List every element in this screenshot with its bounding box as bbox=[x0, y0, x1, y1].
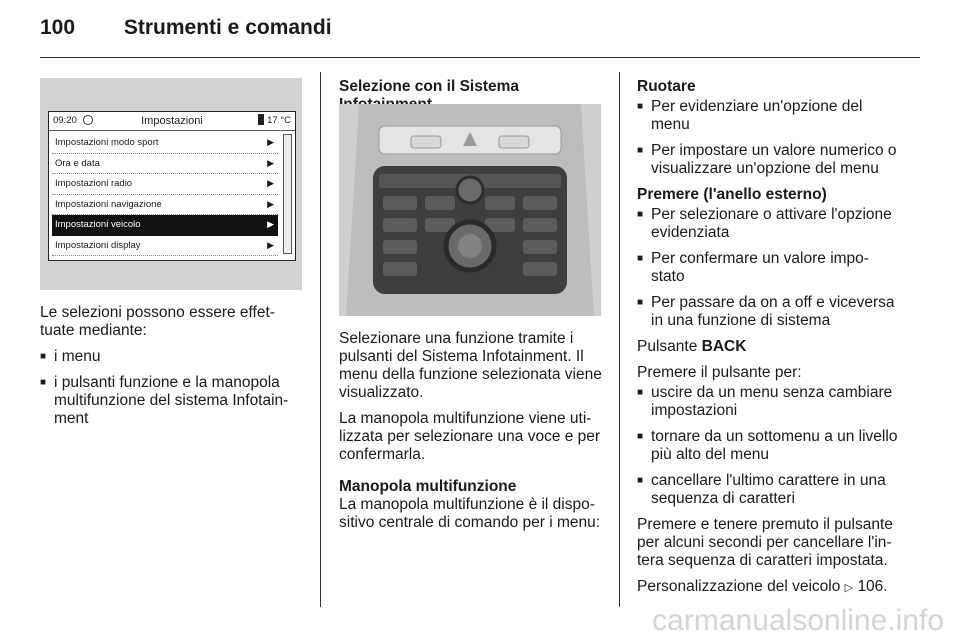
rotate-heading: Ruotare bbox=[637, 78, 696, 95]
list-item: ■ i menu bbox=[40, 348, 101, 365]
settings-menu-item[interactable] bbox=[52, 154, 278, 175]
multifunction-knob-para: La manopola multifunzione è il dispo-sitivo centrale di comando per i menu: bbox=[339, 496, 601, 531]
header-rule bbox=[40, 57, 920, 58]
list-item: ■ Per selezionare o attivare l'opzione evidenziata bbox=[637, 206, 892, 241]
bullet-icon: ■ bbox=[637, 297, 644, 308]
settings-menu-item-label: Impostazioni modo sport bbox=[55, 137, 159, 148]
list-item: ■ Per passare da on a off e viceversa in una funzione di sistema bbox=[637, 294, 895, 329]
multifunction-knob-heading: Manopola multifunzione bbox=[339, 478, 517, 495]
back-button-label: Pulsante BACK bbox=[637, 338, 747, 355]
chevron-right-icon: ▶ bbox=[267, 239, 274, 250]
settings-menu-item-label: Impostazioni radio bbox=[55, 178, 133, 189]
display-scrollbar bbox=[283, 134, 292, 254]
cross-reference[interactable]: Personalizzazione del veicolo ▷ 106. bbox=[637, 578, 888, 595]
bullet-icon: ■ bbox=[40, 351, 47, 362]
infotainment-display bbox=[48, 111, 296, 261]
display-title: Impostazioni bbox=[141, 115, 203, 127]
bullet-icon: ■ bbox=[637, 101, 644, 112]
settings-menu-item[interactable] bbox=[52, 215, 278, 236]
list-item: ■ Per confermare un valore impo-stato bbox=[637, 250, 869, 285]
settings-screen-figure bbox=[40, 78, 302, 290]
infotainment-console-figure bbox=[339, 104, 601, 316]
chevron-right-icon: ▶ bbox=[267, 219, 274, 229]
infotainment-para-1: Selezionare una funzione tramite i pulsanti del Sistema Infotainment. Il menu della funzione selezionata viene visualizzato. bbox=[339, 330, 602, 401]
infotainment-para-2: La manopola multifunzione viene uti-lizzata per selezionare una voce e per confermarla. bbox=[339, 410, 601, 463]
infotainment-heading: Selezione con il Sistema bbox=[339, 78, 520, 95]
settings-menu-list bbox=[52, 133, 278, 256]
display-temperature: 17 °C bbox=[258, 112, 291, 130]
thermometer-icon bbox=[258, 114, 264, 125]
display-time: 09:20 bbox=[53, 115, 77, 126]
list-item: ■ tornare da un sottomenu a un livello più alto del menu bbox=[637, 428, 898, 463]
bullet-icon: ■ bbox=[637, 475, 644, 486]
settings-menu-item[interactable] bbox=[52, 133, 278, 154]
watermark: carmanualsonline.info bbox=[652, 604, 944, 637]
page-header bbox=[40, 16, 332, 40]
list-item: ■ Per impostare un valore numerico o visualizzare un'opzione del menu bbox=[637, 142, 897, 177]
settings-menu-item-label: Impostazioni navigazione bbox=[55, 198, 162, 210]
column-divider-1 bbox=[320, 72, 321, 607]
settings-menu-item-label: Impostazioni veicolo bbox=[55, 219, 141, 230]
bullet-icon: ■ bbox=[637, 387, 644, 398]
hold-text: Premere e tenere premuto il pulsante per alcuni secondi per cancellare l'in-tera sequenza di caratteri impostata. bbox=[637, 516, 893, 569]
bullet-icon: ■ bbox=[637, 209, 644, 220]
settings-menu-item[interactable] bbox=[52, 236, 278, 257]
bullet-icon: ■ bbox=[637, 431, 644, 442]
settings-menu-item-label: Impostazioni display bbox=[55, 239, 141, 251]
column-3 bbox=[637, 78, 902, 605]
settings-menu-item[interactable] bbox=[52, 174, 278, 195]
column-divider-2 bbox=[619, 72, 620, 607]
bullet-icon: ■ bbox=[637, 253, 644, 264]
chevron-right-icon: ▶ bbox=[267, 137, 274, 147]
press-heading: Premere (l'anello esterno) bbox=[637, 186, 827, 203]
settings-menu-item-label: Ora e data bbox=[55, 157, 100, 169]
chevron-right-icon: ▶ bbox=[267, 178, 274, 188]
selection-intro: Le selezioni possono essere effet-tuate mediante: bbox=[40, 304, 275, 339]
list-item: ■ i pulsanti funzione e la manopola multifunzione del sistema Infotain-ment bbox=[40, 374, 289, 427]
display-status-bar bbox=[49, 112, 295, 131]
bullet-icon: ■ bbox=[637, 145, 644, 156]
page-number: 100 bbox=[40, 16, 76, 39]
list-item: ■ uscire da un menu senza cambiare impostazioni bbox=[637, 384, 893, 419]
column-1 bbox=[40, 304, 302, 436]
column-2-text bbox=[339, 330, 603, 540]
chevron-right-icon: ▶ bbox=[267, 198, 274, 209]
page-reference-arrow-icon: ▷ bbox=[844, 582, 854, 594]
bullet-icon: ■ bbox=[40, 377, 47, 388]
back-intro: Premere il pulsante per: bbox=[637, 364, 802, 381]
section-title: Strumenti e comandi bbox=[123, 16, 332, 39]
list-item: ■ cancellare l'ultimo carattere in una sequenza di caratteri bbox=[637, 472, 886, 507]
settings-menu-item[interactable] bbox=[52, 195, 278, 216]
list-item: ■ Per evidenziare un'opzione del menu bbox=[637, 98, 863, 133]
chevron-right-icon: ▶ bbox=[267, 157, 274, 168]
